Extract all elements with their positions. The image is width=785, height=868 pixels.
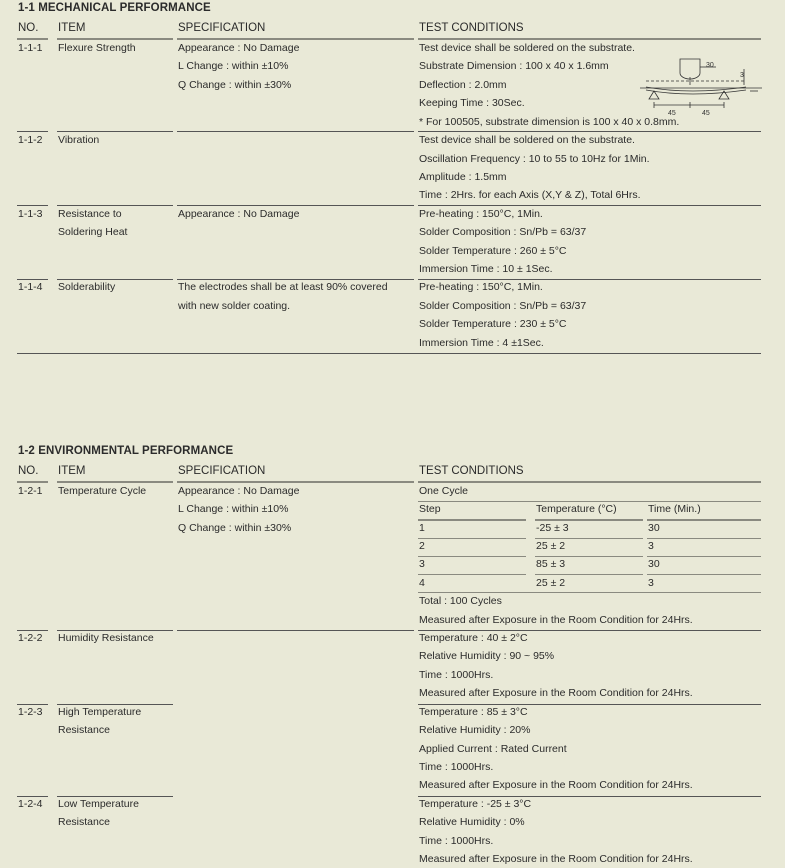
test-line: Total : 100 Cycles — [419, 595, 502, 607]
test-line: Relative Humidity : 20% — [419, 724, 531, 736]
row-divider — [177, 131, 414, 132]
test-line: Time : 1000Hrs. — [419, 835, 494, 847]
cycle-row-divider — [647, 556, 761, 557]
cycle-cell: 3 — [648, 577, 654, 589]
diagram-label-top: 30 — [706, 62, 714, 69]
cycle-cell: 25 ± 2 — [536, 540, 566, 552]
spec-line: Q Change : within ±30% — [178, 79, 292, 91]
row-item: Solderability — [58, 281, 116, 293]
row-item: Flexure Strength — [58, 42, 136, 54]
row-item: Vibration — [58, 134, 100, 146]
header-item: ITEM — [58, 22, 86, 34]
header-item: ITEM — [58, 465, 86, 477]
row-item: High Temperature — [58, 706, 142, 718]
cycle-header-underline — [647, 519, 761, 521]
row-item: Low Temperature — [58, 798, 139, 810]
cycle-cell: 1 — [419, 522, 425, 534]
header-test-conditions: TEST CONDITIONS — [419, 22, 524, 34]
test-line: Amplitude : 1.5mm — [419, 171, 507, 183]
row-number: 1-2-3 — [18, 706, 43, 718]
row-number: 1-2-2 — [18, 632, 43, 644]
header-specification: SPECIFICATION — [178, 22, 266, 34]
test-line: Solder Composition : Sn/Pb = 63/37 — [419, 300, 587, 312]
row-number: 1-1-1 — [18, 42, 43, 54]
cycle-cell: 3 — [419, 558, 425, 570]
cycle-header-time: Time (Min.) — [648, 503, 701, 515]
spec-line: Appearance : No Damage — [178, 485, 300, 497]
row-divider — [177, 630, 414, 631]
cycle-cell: 4 — [419, 577, 425, 589]
cycle-header-step: Step — [419, 503, 441, 515]
test-line: Pre-heating : 150°C, 1Min. — [419, 208, 543, 220]
cycle-row-divider — [647, 538, 761, 539]
section-title-environmental: 1-2 ENVIRONMENTAL PERFORMANCE — [18, 445, 234, 457]
cycle-header-underline — [418, 519, 526, 521]
test-line: Measured after Exposure in the Room Condition for 24Hrs. — [419, 687, 693, 699]
row-item: Resistance to — [58, 208, 122, 220]
test-line: Measured after Exposure in the Room Condition for 24Hrs. — [419, 779, 693, 791]
test-line: One Cycle — [419, 485, 469, 497]
cycle-cell: 30 — [648, 522, 660, 534]
test-line: Oscillation Frequency : 10 to 55 to 10Hz for 1Min. — [419, 153, 650, 165]
cycle-cell: 25 ± 2 — [536, 577, 566, 589]
test-line: Substrate Dimension : 100 x 40 x 1.6mm — [419, 60, 609, 72]
spec-line: The electrodes shall be at least 90% covered — [178, 281, 388, 293]
row-item: Resistance — [58, 816, 110, 828]
cycle-row-divider — [647, 574, 761, 575]
cycle-row-divider — [418, 556, 526, 557]
header-specification: SPECIFICATION — [178, 465, 266, 477]
spec-line: Q Change : within ±30% — [178, 522, 292, 534]
row-item: Soldering Heat — [58, 226, 128, 238]
test-line: Time : 1000Hrs. — [419, 761, 494, 773]
test-line: Pre-heating : 150°C, 1Min. — [419, 281, 543, 293]
test-line: Temperature : 85 ± 3°C — [419, 706, 528, 718]
test-line: Test device shall be soldered on the substrate. — [419, 42, 635, 54]
header-no: NO. — [18, 22, 39, 34]
row-item: Humidity Resistance — [58, 632, 154, 644]
cycle-header-temperature: Temperature (°C) — [536, 503, 617, 515]
test-line: Solder Temperature : 230 ± 5°C — [419, 318, 567, 330]
cycle-row-divider — [418, 574, 526, 575]
diagram-label-side: 3 — [740, 72, 744, 79]
header-test-conditions: TEST CONDITIONS — [419, 465, 524, 477]
diagram-label-left: 45 — [668, 110, 676, 117]
cycle-row-divider — [418, 538, 526, 539]
row-item: Temperature Cycle — [58, 485, 147, 497]
cycle-cell: 30 — [648, 558, 660, 570]
spec-line: with new solder coating. — [178, 300, 291, 312]
test-line: Relative Humidity : 0% — [419, 816, 525, 828]
flexure-test-diagram — [640, 55, 762, 121]
test-line: Measured after Exposure in the Room Condition for 24Hrs. — [419, 614, 693, 626]
cycle-cell: 3 — [648, 540, 654, 552]
test-line: Time : 1000Hrs. — [419, 669, 494, 681]
test-line: Deflection : 2.0mm — [419, 79, 507, 91]
test-line: Measured after Exposure in the Room Condition for 24Hrs. — [419, 853, 693, 865]
cycle-cell: 85 ± 3 — [536, 558, 566, 570]
test-line: Solder Temperature : 260 ± 5°C — [419, 245, 567, 257]
diagram-label-right: 45 — [702, 110, 710, 117]
test-line: Keeping Time : 30Sec. — [419, 97, 525, 109]
spec-line: Appearance : No Damage — [178, 42, 300, 54]
cycle-cell: 2 — [419, 540, 425, 552]
header-underline — [418, 481, 761, 483]
spec-line: L Change : within ±10% — [178, 503, 289, 515]
row-number: 1-1-3 — [18, 208, 43, 220]
spec-line: Appearance : No Damage — [178, 208, 300, 220]
test-line: Applied Current : Rated Current — [419, 743, 567, 755]
row-number: 1-1-4 — [18, 281, 43, 293]
test-line: * For 100505, substrate dimension is 100 x 40 x 0.8mm. — [419, 116, 680, 128]
section-title-mechanical: 1-1 MECHANICAL PERFORMANCE — [18, 2, 211, 14]
spec-line: L Change : within ±10% — [178, 60, 289, 72]
test-line: Immersion Time : 10 ± 1Sec. — [419, 263, 553, 275]
row-number: 1-1-2 — [18, 134, 43, 146]
row-number: 1-2-4 — [18, 798, 43, 810]
section-bottom-rule — [17, 353, 761, 354]
header-no: NO. — [18, 465, 39, 477]
test-line: Temperature : -25 ± 3°C — [419, 798, 532, 810]
test-line: Time : 2Hrs. for each Axis (X,Y & Z), Total 6Hrs. — [419, 189, 641, 201]
row-number: 1-2-1 — [18, 485, 43, 497]
test-line: Temperature : 40 ± 2°C — [419, 632, 528, 644]
row-item: Resistance — [58, 724, 110, 736]
test-line: Immersion Time : 4 ±1Sec. — [419, 337, 544, 349]
cycle-cell: -25 ± 3 — [536, 522, 569, 534]
test-line: Relative Humidity : 90 ~ 95% — [419, 650, 555, 662]
test-line: Solder Composition : Sn/Pb = 63/37 — [419, 226, 587, 238]
test-line: Test device shall be soldered on the substrate. — [419, 134, 635, 146]
